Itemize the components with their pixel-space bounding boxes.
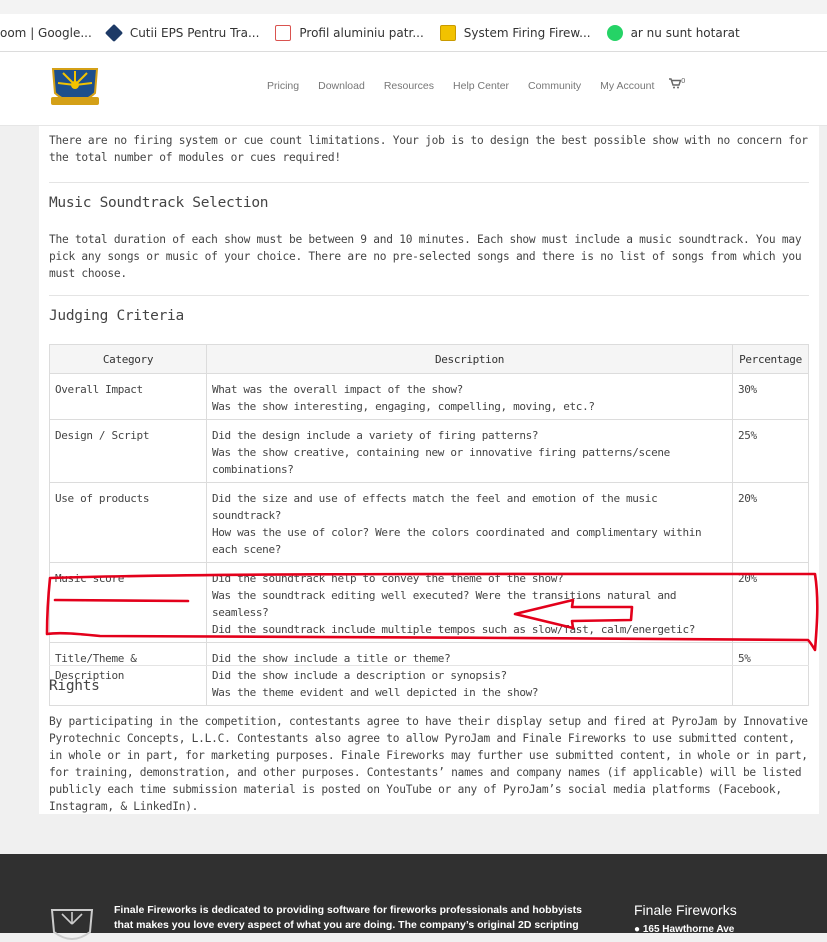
- nav-help-center[interactable]: Help Center: [453, 80, 510, 92]
- footer-address: ● 165 Hawthorne Ave: [634, 924, 735, 935]
- bookmark-1[interactable]: Cutii EPS Pentru Tra...: [106, 14, 260, 51]
- nav-community[interactable]: Community: [528, 80, 582, 92]
- table-row: [50, 483, 809, 563]
- judging-table: [49, 344, 809, 706]
- row-category: Design / Script: [50, 420, 207, 483]
- bookmark-4[interactable]: ar nu sunt hotarat: [607, 14, 740, 51]
- rights-heading: Rights: [49, 678, 100, 694]
- col-description: Description: [207, 345, 733, 374]
- row-category: Title/Theme & Description: [50, 643, 207, 706]
- bookmarks-bar: [0, 0, 827, 52]
- table-row-highlighted: [50, 643, 809, 706]
- site-header: [0, 52, 827, 126]
- footer-title: Finale Fireworks: [634, 902, 737, 918]
- row-description: What was the overall impact of the show? Was the show interesting, engaging, compelling, moving, etc.?: [207, 374, 733, 420]
- col-category: Category: [50, 345, 207, 374]
- table-row: [50, 374, 809, 420]
- cart-count: 0: [681, 77, 686, 85]
- row-category: Music score: [50, 563, 207, 643]
- divider: [49, 665, 809, 666]
- finale-fireworks-logo[interactable]: [49, 63, 101, 111]
- divider: [49, 182, 809, 183]
- row-description: Did the show include a title or theme? Did the show include a description or synopsis? Was the theme evident and well depicted in the show?: [207, 643, 733, 706]
- bookmark-2[interactable]: Profil aluminiu patr...: [275, 14, 423, 51]
- col-percentage: Percentage: [733, 345, 809, 374]
- row-description: Did the design include a variety of firing patterns? Was the show creative, containing new or innovative firing patterns/scene combinations?: [207, 420, 733, 483]
- row-percentage: 20%: [733, 483, 809, 563]
- cart-icon: [669, 78, 681, 89]
- cube-icon: [105, 23, 123, 41]
- nav-resources[interactable]: Resources: [383, 80, 435, 92]
- profile-site-icon: [275, 25, 291, 41]
- table-row: [50, 420, 809, 483]
- firing-system-icon: [440, 25, 456, 41]
- table-row: [50, 563, 809, 643]
- site-footer: [0, 854, 827, 933]
- row-percentage: 5%: [733, 643, 809, 706]
- main-nav: [267, 80, 673, 92]
- intro-text: There are no firing system or cue count limitations. Your job is to design the best possible show with no concern for the total number of modules or cues required!: [49, 134, 808, 164]
- nav-pricing[interactable]: Pricing: [267, 80, 300, 92]
- row-description: Did the soundtrack help to convey the theme of the show? Was the soundtrack editing well executed? Were the transitions natural and seamless? Did the soundtrack include multiple tempos such as slow/fast, calm/energetic?: [207, 563, 733, 643]
- nav-my-account[interactable]: My Account: [600, 80, 655, 92]
- row-percentage: 25%: [733, 420, 809, 483]
- footer-logo: [50, 906, 94, 942]
- whatsapp-icon: [607, 25, 623, 41]
- cart-button[interactable]: [669, 77, 685, 91]
- judging-heading: Judging Criteria: [49, 308, 184, 324]
- row-description: Did the size and use of effects match the feel and emotion of the music soundtrack? How was the use of color? Were the colors coordinated and complimentary within each scene?: [207, 483, 733, 563]
- footer-about-text: Finale Fireworks is dedicated to providing software for fireworks professionals and hobbyists that makes you love every aspect of what you are doing. The company’s original 2D scripting: [114, 904, 582, 931]
- divider: [49, 295, 809, 296]
- music-text: The total duration of each show must be between 9 and 10 minutes. Each show must include a music soundtrack. You may pick any songs or music of your choice. There are no pre-selected songs and there is no list of songs from which you must choose.: [49, 233, 802, 280]
- main-content: [39, 126, 819, 814]
- rights-text: By participating in the competition, contestants agree to have their display setup and fired at PyroJam by Innovative Pyrotechnic Concepts, L.L.C. Contestants also agree to allow PyroJam and Finale Fireworks to use submitted content, in whole or in part, for marketing purposes. Finale Fireworks may further use submitted content, in whole or in part, for training, demonstration, and other purposes. Contestants’ names and company names (if applicable) will be listed publicly each time submission material is posted on YouTube or any of PyroJam’s social media platforms (Facebook, Instagram, & LinkedIn).: [49, 715, 808, 813]
- row-category: Use of products: [50, 483, 207, 563]
- bookmark-3[interactable]: System Firing Firew...: [440, 14, 591, 51]
- row-percentage: 30%: [733, 374, 809, 420]
- bookmark-0[interactable]: oom | Google...: [0, 25, 92, 40]
- nav-download[interactable]: Download: [318, 80, 365, 92]
- row-category: Overall Impact: [50, 374, 207, 420]
- music-heading: Music Soundtrack Selection: [49, 195, 269, 211]
- location-icon: ●: [634, 924, 641, 935]
- row-percentage: 20%: [733, 563, 809, 643]
